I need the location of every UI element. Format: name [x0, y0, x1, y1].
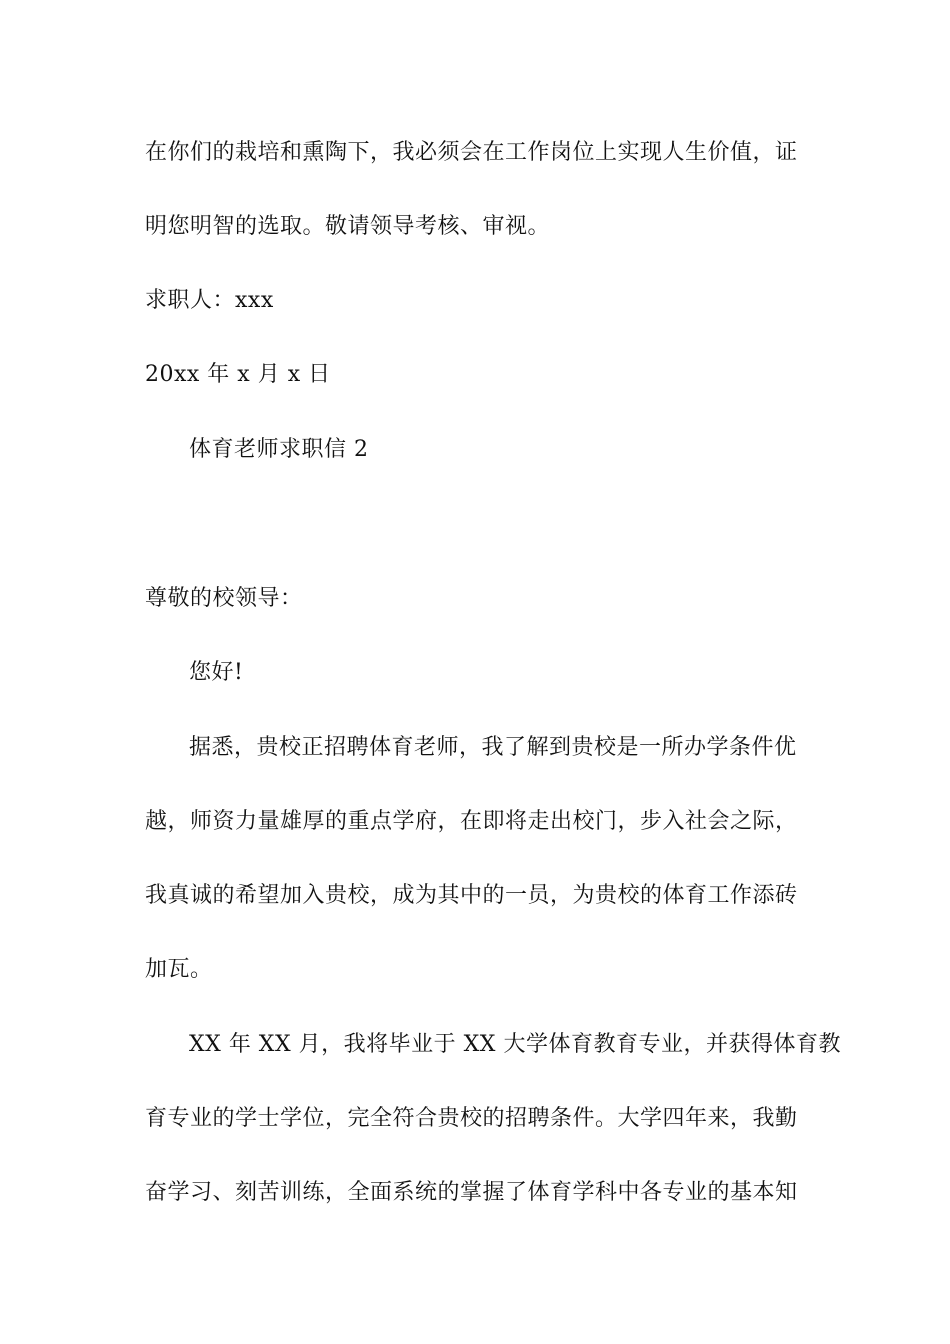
- section-title: 体育老师求职信 2: [189, 437, 369, 462]
- body-line: 奋学习、刻苦训练，全面系统的掌握了体育学科中各专业的基本知: [145, 1180, 798, 1205]
- body-line: 加瓦。: [145, 957, 213, 982]
- body-line: 我真诚的希望加入贵校，成为其中的一员，为贵校的体育工作添砖: [145, 883, 798, 908]
- salutation: 尊敬的校领导：: [145, 586, 303, 611]
- body-line: 据悉，贵校正招聘体育老师，我了解到贵校是一所办学条件优: [189, 735, 797, 760]
- applicant-signature: 求职人：xxx: [145, 288, 274, 313]
- body-line: 在你们的栽培和熏陶下，我必须会在工作岗位上实现人生价值，证: [145, 140, 798, 165]
- body-line: 明您明智的选取。敬请领导考核、审视。: [145, 214, 551, 239]
- body-line: 育专业的学士学位，完全符合贵校的招聘条件。大学四年来，我勤: [145, 1106, 798, 1131]
- body-line: 越，师资力量雄厚的重点学府，在即将走出校门，步入社会之际，: [145, 809, 798, 834]
- greeting: 您好!: [189, 660, 244, 685]
- body-line: XX 年 XX 月，我将毕业于 XX 大学体育教育专业，并获得体育教: [189, 1032, 841, 1057]
- letter-date: 20xx 年 x 月 x 日: [145, 362, 331, 387]
